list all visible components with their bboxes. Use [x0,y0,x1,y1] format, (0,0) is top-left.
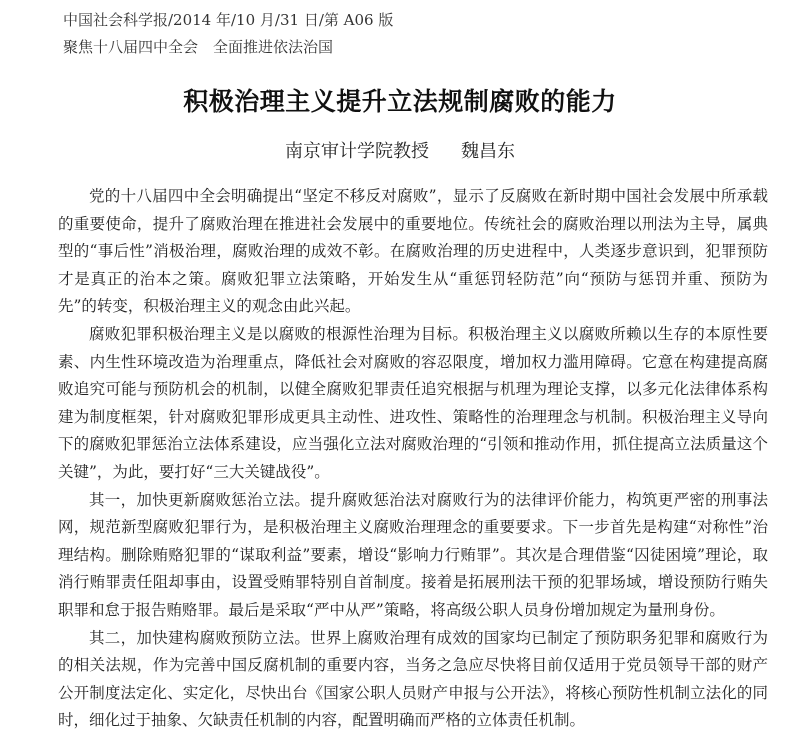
article-title: 积极治理主义提升立法规制腐败的能力 [183,87,617,116]
author-line [0,140,800,164]
author-name: 魏昌东 [461,141,515,162]
author-affiliation: 南京审计学院教授 [285,141,429,162]
paragraph-2: 腐败犯罪积极治理主义是以腐败的根源性治理为目标。积极治理主义以腐败所赖以生存的本原性要素、内生性环境改造为治理重点，降低社会对腐败的容忍限度，增加权力滥用障碍。它意在构建提高腐败追究可能与预防机会的机制，以健全腐败犯罪责任追究根据与机理为理论支撑，以多元化法律体系构建为制度框架，针对腐败犯罪形成更具主动性、进攻性、策略性的治理理念与机制。积极治理主义导向下的腐败犯罪惩治立法体系建设，应当强化立法对腐败治理的“引领和推动作用，抓住提高立法质量这个关键”，为此，要打好“三大关键战役”。 [58,324,768,481]
paragraph-4: 其二，加快建构腐败预防立法。世界上腐败治理有成效的国家均已制定了预防职务犯罪和腐败行为的相关法规，作为完善中国反腐机制的重要内容，当务之急应尽快将目前仅适用于党员领导干部的财产公开制度法定化、实定化，尽快出台《国家公职人员财产申报与公开法》，将核心预防性机制立法化的同时，细化过于抽象、欠缺责任机制的内容，配置明确而严格的立体责任机制。 [58,628,768,730]
source-line: 中国社会科学报/2014 年/10 月/31 日/第 A06 版 [63,11,394,29]
article-body [58,183,768,735]
column-line: 聚焦十八届四中全会 全面推进依法治国 [63,38,334,56]
paragraph-3: 其一，加快更新腐败惩治立法。提升腐败惩治法对腐败行为的法律评价能力，构筑更严密的刑事法网，规范新型腐败犯罪行为，是积极治理主义腐败治理理念的重要要求。下一步首先是构建“对称性”治理结构。删除贿赂犯罪的“谋取利益”要素，增设“影响力行贿罪”。其次是合理借鉴“囚徒困境”理论，取消行贿罪责任阻却事由，设置受贿罪特别自首制度。接着是拓展刑法干预的犯罪场域，增设预防行贿失职罪和怠于报告贿赂罪。最后是采取“严中从严”策略，将高级公职人员身份增加规定为量刑身份。 [58,490,768,619]
paragraph-1: 党的十八届四中全会明确提出“坚定不移反对腐败”，显示了反腐败在新时期中国社会发展中所承载的重要使命，提升了腐败治理在推进社会发展中的重要地位。传统社会的腐败治理以刑法为主导，属典型的“事后性”消极治理，腐败治理的成效不彰。在腐败治理的历史进程中，人类逐步意识到，犯罪预防才是真正的治本之策。腐败犯罪立法策略，开始发生从“重惩罚轻防范”向“预防与惩罚并重、预防为先”的转变，积极治理主义的观念由此兴起。 [58,187,768,316]
